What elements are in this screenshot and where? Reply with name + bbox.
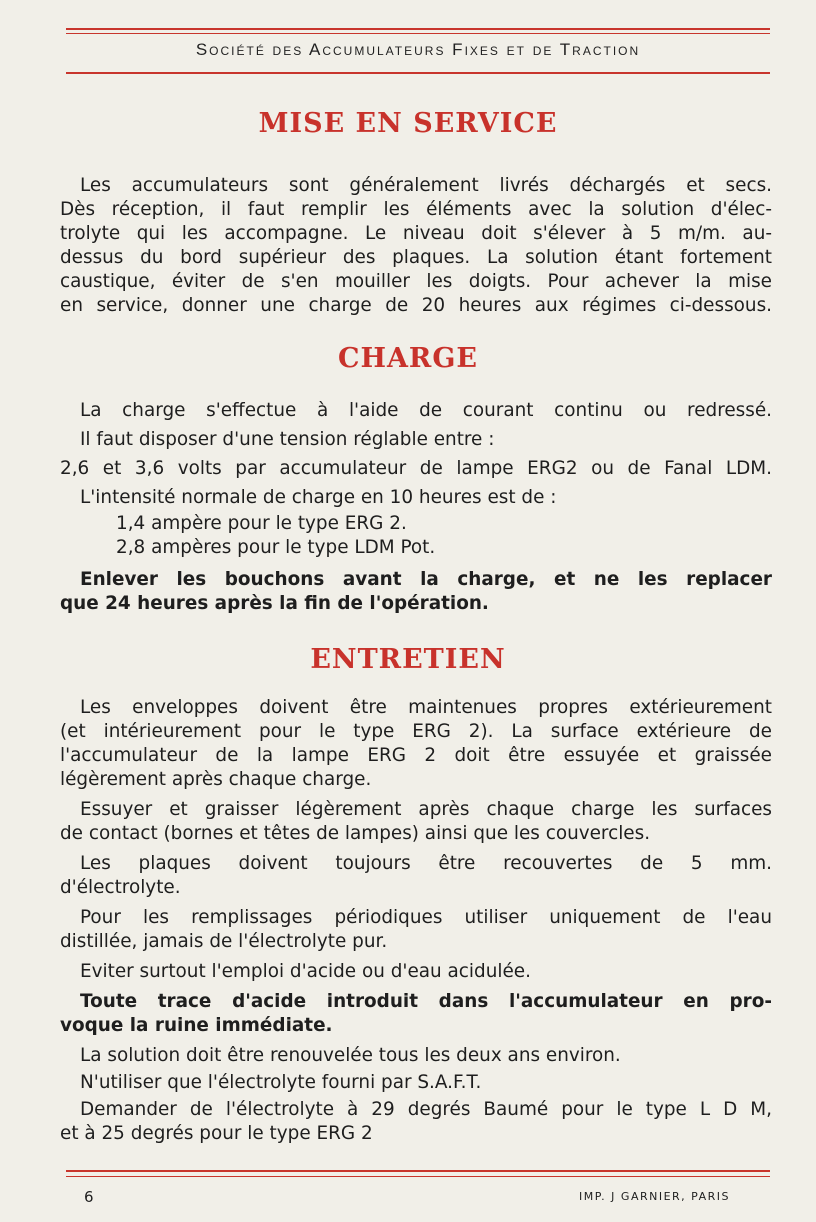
warning-line: Toute trace d'acide introduit dans l'accumulateur en pro- xyxy=(80,991,772,1012)
text-line: 2,6 et 3,6 volts par accumulateur de lampe ERG2 ou de Fanal LDM. xyxy=(60,458,772,479)
text-line: et à 25 degrés pour le type ERG 2 xyxy=(60,1123,373,1144)
text-line: Dès réception, il faut remplir les éléments avec la solution d'élec- xyxy=(60,199,772,220)
section-mise-en-service xyxy=(60,174,772,318)
text-line: caustique, éviter de s'en mouiller les doigts. Pour achever la mise xyxy=(60,271,772,292)
text-line: Eviter surtout l'emploi d'acide ou d'eau acidulée. xyxy=(80,961,531,982)
text-line: Demander de l'électrolyte à 29 degrés Baumé pour le type L D M, xyxy=(80,1099,772,1120)
text-line: Les enveloppes doivent être maintenues propres extérieurement xyxy=(80,697,772,718)
text-line: 2,8 ampères pour le type LDM Pot. xyxy=(116,537,436,558)
text-line: légèrement après chaque charge. xyxy=(60,769,372,790)
top-rule-outer xyxy=(66,28,770,30)
text-line: distillée, jamais de l'électrolyte pur. xyxy=(60,931,388,952)
text-line: (et intérieurement pour le type ERG 2). La surface extérieure de xyxy=(60,721,772,742)
header-bottom-rule xyxy=(66,72,770,74)
page-number: 6 xyxy=(84,1188,94,1206)
footer-rule-inner xyxy=(66,1176,770,1177)
text-line: L'intensité normale de charge en 10 heures est de : xyxy=(80,487,557,508)
running-header: Société des Accumulateurs Fixes et de Traction xyxy=(195,40,641,59)
text-line: N'utiliser que l'électrolyte fourni par S.A.F.T. xyxy=(80,1072,482,1093)
text-line: Il faut disposer d'une tension réglable entre : xyxy=(80,429,495,450)
footer-rule-outer xyxy=(66,1170,770,1172)
text-line: 1,4 ampère pour le type ERG 2. xyxy=(116,513,407,534)
section-title-mise-en-service: MISE EN SERVICE xyxy=(258,108,558,139)
text-line: trolyte qui les accompagne. Le niveau doit s'élever à 5 m/m. au- xyxy=(60,223,772,244)
text-line: Pour les remplissages périodiques utiliser uniquement de l'eau xyxy=(80,907,772,928)
text-line: dessus du bord supérieur des plaques. La solution étant fortement xyxy=(60,247,772,268)
warning-line: voque la ruine immédiate. xyxy=(60,1015,333,1036)
text-line: de contact (bornes et têtes de lampes) ainsi que les couvercles. xyxy=(60,823,651,844)
warning-line: que 24 heures après la fin de l'opération. xyxy=(60,593,489,614)
text-line: La solution doit être renouvelée tous les deux ans environ. xyxy=(80,1045,621,1066)
text-line: d'électrolyte. xyxy=(60,877,181,898)
printer-imprint: IMP. J GARNIER, PARIS xyxy=(579,1190,730,1203)
text-line: Essuyer et graisser légèrement après chaque charge les surfaces xyxy=(80,799,772,820)
text-line: en service, donner une charge de 20 heures aux régimes ci-dessous. xyxy=(60,295,772,316)
section-title-charge: CHARGE xyxy=(337,343,479,374)
section-title-entretien: ENTRETIEN xyxy=(310,644,506,675)
top-rule-inner xyxy=(66,33,770,34)
text-line: l'accumulateur de la lampe ERG 2 doit être essuyée et graissée xyxy=(60,745,772,766)
text-line: La charge s'effectue à l'aide de courant continu ou redressé. xyxy=(80,400,772,421)
text-line: Les plaques doivent toujours être recouvertes de 5 mm. xyxy=(80,853,772,874)
section-charge xyxy=(60,396,772,616)
warning-line: Enlever les bouchons avant la charge, et ne les replacer xyxy=(80,569,772,590)
text-line: Les accumulateurs sont généralement livrés déchargés et secs. xyxy=(80,175,772,196)
section-entretien xyxy=(60,696,772,1146)
